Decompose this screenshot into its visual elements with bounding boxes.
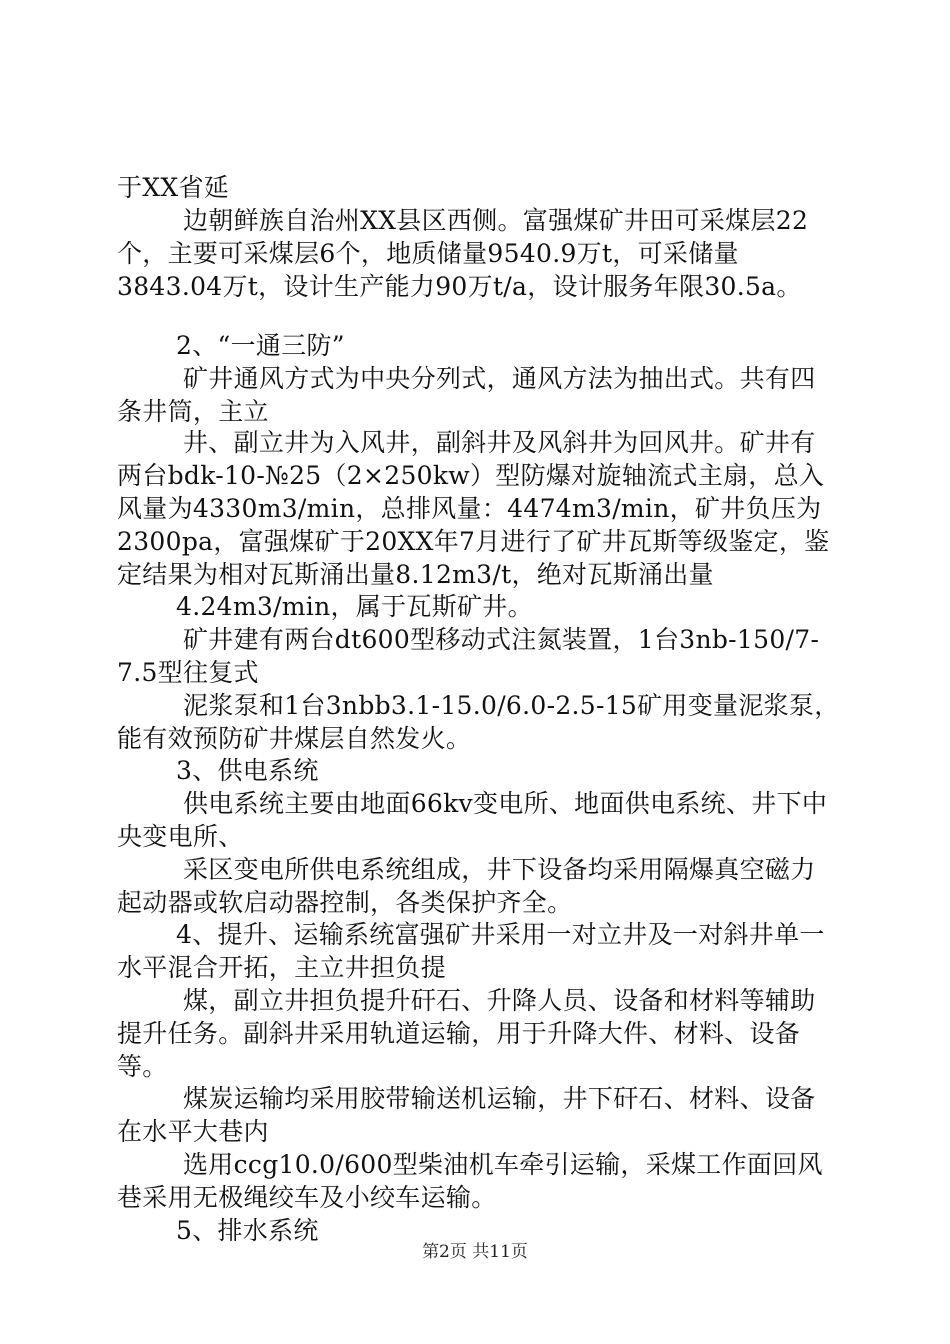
text-line: 7.5型往复式 (117, 658, 259, 687)
section-heading: 3、供电系统 (176, 756, 319, 785)
text-line: 央变电所、 (117, 822, 244, 851)
text-line: 等。 (117, 1052, 168, 1081)
text-line: 矿井建有两台dt600型移动式注氮装置，1台3nb-150/7- (183, 625, 820, 654)
text-line: 2300pa，富强煤矿于20XX年7月进行了矿井瓦斯等级鉴定，鉴 (117, 527, 830, 556)
section-heading: 4、提升、运输系统富强矿井采用一对立井及一对斜井单一 (176, 920, 825, 949)
text-line: 选用ccg10.0/600型柴油机车牵引运输，采煤工作面回风 (183, 1150, 823, 1179)
text-line: 巷采用无极绳绞车及小绞车运输。 (117, 1183, 497, 1212)
text-line: 两台bdk-10-№25（2×250kw）型防爆对旋轴流式主扇，总入 (117, 461, 825, 490)
text-line: 井、副立井为入风井，副斜井及风斜井为回风井。矿井有 (183, 428, 816, 457)
text-line: 提升任务。副斜井采用轨道运输，用于升降大件、材料、设备 (117, 1019, 801, 1048)
text-line: 3843.04万t，设计生产能力90万t/a，设计服务年限30.5a。 (117, 272, 802, 301)
text-line: 定结果为相对瓦斯涌出量8.12m3/t，绝对瓦斯涌出量 (117, 560, 714, 589)
text-line: 于XX省延 (117, 173, 230, 202)
section-heading: 5、排水系统 (176, 1216, 319, 1245)
text-line: 风量为4330m3/min，总排风量：4474m3/min，矿井负压为 (117, 494, 822, 523)
text-line: 泥浆泵和1台3nbb3.1-15.0/6.0-2.5-15矿用变量泥浆泵， (183, 691, 840, 720)
text-line: 在水平大巷内 (117, 1117, 269, 1146)
text-line: 条井筒，主立 (117, 397, 269, 426)
text-line: 边朝鲜族自治州XX县区西侧。富强煤矿井田可采煤层22 (183, 206, 809, 235)
text-line: 4.24m3/min，属于瓦斯矿井。 (176, 592, 533, 621)
text-line: 水平混合开拓，主立井担负提 (117, 953, 446, 982)
text-line: 能有效预防矿井煤层自然发火。 (117, 724, 472, 753)
page-number-footer: 第2页 共11页 (422, 1242, 528, 1262)
text-line: 供电系统主要由地面66kv变电所、地面供电系统、井下中 (183, 789, 828, 818)
text-line: 矿井通风方式为中央分列式，通风方法为抽出式。共有四 (183, 364, 816, 393)
text-line: 煤，副立井担负提升矸石、升降人员、设备和材料等辅助 (183, 986, 816, 1015)
text-line: 煤炭运输均采用胶带输送机运输，井下矸石、材料、设备 (183, 1084, 816, 1113)
text-line: 个，主要可采煤层6个，地质储量9540.9万t，可采储量 (117, 239, 739, 268)
text-line: 采区变电所供电系统组成，井下设备均采用隔爆真空磁力 (183, 855, 816, 884)
section-heading: 2、“一通三防” (176, 331, 345, 360)
text-line: 起动器或软启动器控制，各类保护齐全。 (117, 888, 573, 917)
